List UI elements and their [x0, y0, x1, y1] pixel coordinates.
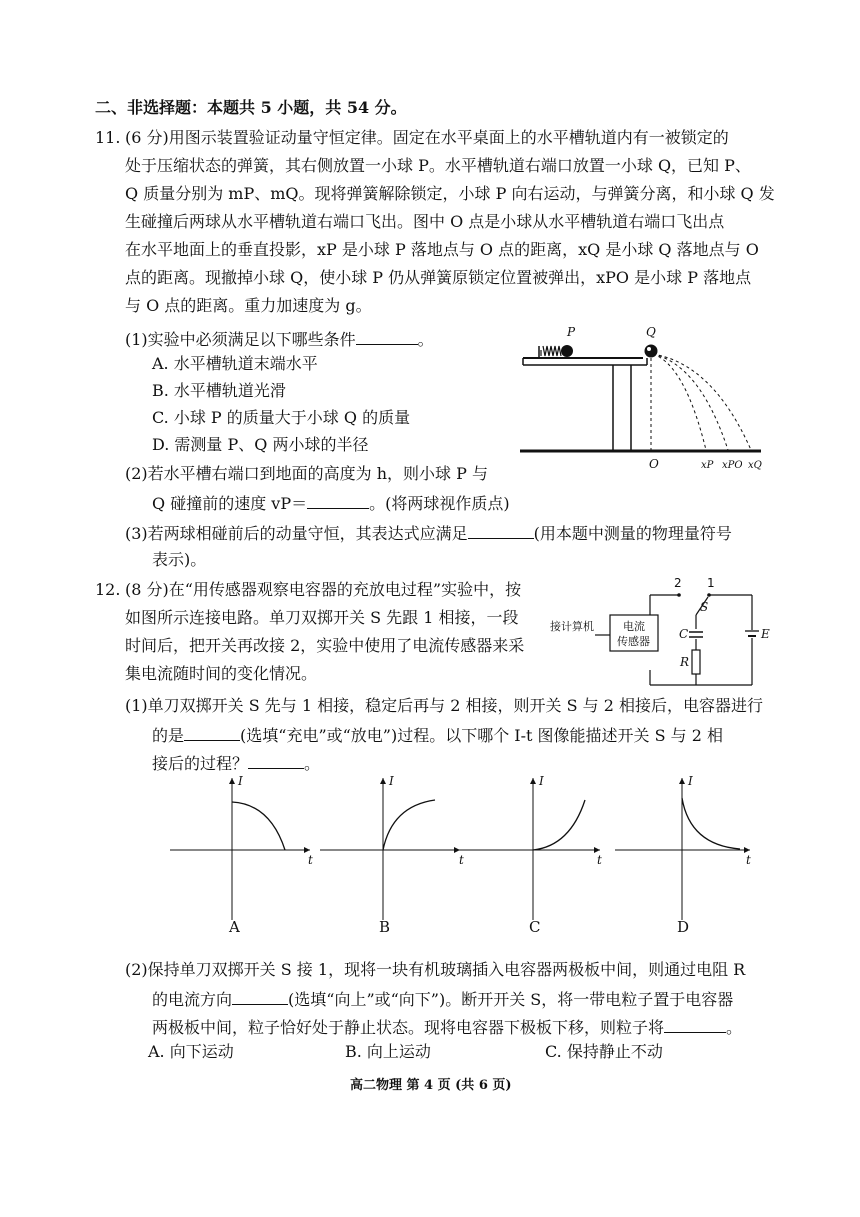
- label-terminal-2: 2: [674, 576, 682, 590]
- q11-part3-line1: [125, 524, 732, 542]
- q12-option-a: A. 向下运动: [148, 1042, 234, 1061]
- q12-part2-blank-2[interactable]: [664, 1018, 726, 1033]
- sensor-label-line1: 电流: [623, 620, 645, 633]
- q11-stem-line-2: 处于压缩状态的弹簧，其右侧放置一小球 P。水平槽轨道右端口放置一小球 Q，已知 P、: [125, 156, 751, 175]
- graph-d: [615, 774, 751, 936]
- q12-part2-text-c: 两极板中间，粒子恰好处于静止状态。现将电容器下极板下移，则粒子将: [152, 1018, 665, 1037]
- q12-part1-text-a: 的是: [152, 726, 185, 745]
- curve-d: [682, 798, 740, 849]
- label-xpo: xPO: [722, 460, 743, 471]
- q11-part2-blank[interactable]: [307, 494, 369, 509]
- q11-option-c: C. 小球 P 的质量大于小球 Q 的质量: [152, 408, 411, 427]
- label-emf-e: E: [761, 627, 770, 641]
- q11-option-a: A. 水平槽轨道末端水平: [152, 354, 318, 373]
- graph-a-axis-t: t: [308, 853, 313, 867]
- q12-part2-line3: [152, 1018, 742, 1036]
- resistor: [692, 650, 700, 674]
- label-xp: xP: [701, 460, 714, 471]
- graph-d-axis-t: t: [746, 853, 751, 867]
- q12-part1-line2: [152, 726, 723, 744]
- q11-part3-blank[interactable]: [468, 524, 534, 539]
- q11-part3-line2: 表示)。: [152, 550, 207, 569]
- q11-part3-text-a: (3)若两球相碰前后的动量守恒，其表达式应满足: [125, 524, 468, 543]
- q11-part2-text-b: 。(将两球视作质点): [369, 494, 510, 513]
- circuit-diagram: [550, 575, 775, 695]
- q11-option-b: B. 水平槽轨道光滑: [152, 381, 286, 400]
- q11-part2-line1: (2)若水平槽右端口到地面的高度为 h，则小球 P 与: [125, 464, 488, 483]
- graph-c-axis-t: t: [597, 853, 602, 867]
- table-apparatus: [520, 358, 761, 451]
- ball-q: [645, 345, 658, 358]
- q11-stem-line-7: 与 O 点的距离。重力加速度为 g。: [125, 296, 372, 315]
- q11-part3-text-b: (用本题中测量的物理量符号: [533, 524, 732, 543]
- i-t-graphs: [160, 770, 760, 940]
- graph-a-axis-i: I: [238, 774, 243, 788]
- q12-part2-blank-1[interactable]: [232, 990, 288, 1005]
- label-resistor-r: R: [680, 655, 690, 669]
- curve-c: [533, 800, 585, 850]
- label-switch-s: S: [700, 600, 709, 614]
- computer-label: 接计算机: [550, 620, 594, 633]
- q12-part2-line2: [152, 990, 733, 1008]
- graph-d-caption: D: [677, 918, 690, 936]
- q11-part1: (1)实验中必须满足以下哪些条件 。: [125, 330, 434, 349]
- sensor-label-line2: 传感器: [617, 635, 650, 648]
- q11-stem-line-4: 生碰撞后两球从水平槽轨道右端口飞出。图中 O 点是小球从水平槽轨道右端口飞出点: [125, 212, 725, 231]
- q12-part1-blank-1[interactable]: [184, 726, 240, 741]
- trajectory-curves: [653, 354, 751, 450]
- q11-stem-line-3: Q 质量分别为 mP、mQ。现将弹簧解除锁定，小球 P 向右运动，与弹簧分离，和小球 Q 发: [125, 184, 775, 203]
- label-terminal-1: 1: [707, 576, 715, 590]
- q12-part1-text-c: 接后的过程？: [152, 754, 249, 773]
- curve-a: [232, 802, 285, 850]
- q12-part2-text-b: (选填“向上”或“向下”)。断开开关 S，将一带电粒子置于电容器: [288, 990, 734, 1009]
- graph-b-axis-i: I: [389, 774, 394, 788]
- label-capacitor-c: C: [679, 627, 689, 641]
- q12-part2-text-a: 的电流方向: [152, 990, 233, 1009]
- q12-option-c: C. 保持静止不动: [545, 1042, 663, 1061]
- q12-part2-text-d: 。: [726, 1018, 743, 1037]
- graph-c-axis-i: I: [539, 774, 544, 788]
- spring-icon: [539, 346, 561, 357]
- q11-part1-text: (1)实验中必须满足以下哪些条件: [125, 330, 356, 349]
- q12-part1-text-d: 。: [304, 754, 321, 773]
- graph-a: [170, 774, 313, 936]
- label-p: P: [567, 325, 576, 339]
- q12-part1-text-b: (选填“充电”或“放电”)过程。以下哪个 I-t 图像能描述开关 S 与 2 相: [240, 726, 724, 745]
- momentum-apparatus-figure: [515, 320, 770, 480]
- ball-p: [561, 345, 573, 357]
- q11-stem-line-1: (6 分)用图示装置验证动量守恒定律。固定在水平桌面上的水平槽轨道内有一被锁定的: [125, 128, 729, 147]
- section-title: 二、非选择题：本题共 5 小题，共 54 分。: [95, 98, 407, 117]
- graph-b-caption: B: [379, 918, 391, 936]
- graph-b-axis-t: t: [459, 853, 464, 867]
- label-xq: xQ: [748, 460, 762, 471]
- q11-stem-line-5: 在水平地面上的垂直投影，xP 是小球 P 落地点与 O 点的距离，xQ 是小球 Q 落地点与 O: [125, 240, 759, 259]
- graph-b: [320, 774, 464, 936]
- label-q: Q: [646, 325, 656, 339]
- q12-option-b: B. 向上运动: [345, 1042, 431, 1061]
- graph-c: [460, 774, 602, 936]
- q12-number: 12.: [95, 580, 121, 599]
- curve-b: [383, 800, 435, 850]
- label-o: O: [649, 457, 659, 471]
- page-footer: 高二物理 第 4 页 (共 6 页): [350, 1078, 512, 1093]
- q11-part2-line2: [152, 494, 510, 512]
- q12-stem-line-4: 集电流随时间的变化情况。: [125, 664, 318, 683]
- q12-stem-line-1: (8 分)在“用传感器观察电容器的充放电过程”实验中，按: [125, 580, 522, 599]
- q12-stem-line-3: 时间后，把开关再改接 2，实验中使用了电流传感器来采: [125, 636, 525, 655]
- graph-d-axis-i: I: [688, 774, 693, 788]
- q11-option-d: D. 需测量 P、Q 两小球的半径: [152, 435, 369, 454]
- q11-number: 11.: [95, 128, 121, 147]
- q12-part1-blank-2[interactable]: [248, 754, 304, 769]
- q12-stem-line-2: 如图所示连接电路。单刀双掷开关 S 先跟 1 相接，一段: [125, 608, 519, 627]
- q12-part2-line1: (2)保持单刀双掷开关 S 接 1，现将一块有机玻璃插入电容器两极板中间，则通过电阻 R: [125, 960, 746, 979]
- q11-stem-line-6: 点的距离。现撤掉小球 Q，使小球 P 仍从弹簧原锁定位置被弹出，xPO 是小球 P 落地点: [125, 268, 752, 287]
- q11-part2-text-a: Q 碰撞前的速度 vP＝: [152, 494, 308, 513]
- graph-c-caption: C: [529, 918, 541, 936]
- q11-part1-blank[interactable]: [356, 330, 418, 345]
- q12-part1-line1: (1)单刀双掷开关 S 先与 1 相接，稳定后再与 2 相接，则开关 S 与 2 相接后，电容器进行: [125, 696, 763, 715]
- graph-a-caption: A: [229, 918, 240, 936]
